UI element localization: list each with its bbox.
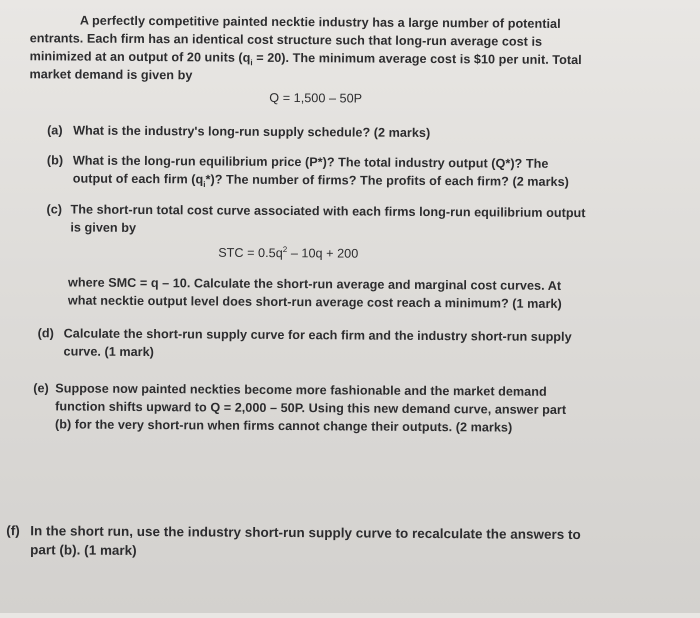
intro-line-2: entrants. Each firm has an identical cost structure such that long-run average cost is: [29, 31, 543, 49]
intro-line-4: market demand is given by: [29, 67, 193, 83]
question-c-line-3: where SMC = q – 10. Calculate the short-run average and marginal cost curves. At: [67, 275, 562, 293]
cost-equation: STC = $0.5q^2 - 10q + 200$: [218, 244, 359, 261]
question-f-label: (f): [6, 523, 20, 539]
question-f-line-1: In the short run, use the industry short-run supply curve to recalculate the answers to: [30, 523, 581, 543]
question-b-line-1: What is the long-run equilibrium price (P*)? The total industry output (Q*)? The: [72, 153, 549, 171]
question-e-line-3: (b) for the very short-run when firms cannot change their outputs. (2 marks): [54, 417, 513, 435]
question-c-line-4: what necktie output level does short-run average cost reach a minimum? (1 mark): [67, 293, 562, 311]
question-f-line-2: part (b). (1 mark): [30, 542, 137, 558]
question-a-label: (a): [47, 123, 63, 138]
question-d-line-1: Calculate the short-run supply curve for each firm and the industry short-run supply: [63, 326, 572, 344]
question-b-label: (b): [46, 153, 64, 168]
question-c-line-2: is given by: [70, 220, 137, 235]
intro-line-1: A perfectly competitive painted necktie industry has a large number of potential: [79, 13, 561, 31]
intro-line-3: minimized at an output of 20 units $(q_i = 20)$. The minimum average cost is $10 per unit. Total: [29, 49, 582, 68]
question-d-line-2: curve. (1 mark): [63, 344, 154, 360]
question-c-label: (c): [46, 202, 63, 217]
question-c-line-1: The short-run total cost curve associated with each firms long-run equilibrium output: [70, 202, 586, 221]
question-d-label: (d): [37, 326, 54, 341]
question-e-line-1: Suppose now painted neckties become more fashionable and the market demand: [55, 381, 547, 399]
question-e-label: (e): [33, 381, 49, 396]
question-e-line-2: function shifts upward to Q = 2,000 – 50P. Using this new demand curve, answer part: [55, 399, 567, 417]
demand-equation: Q = 1,500 – 50P: [269, 90, 363, 106]
question-b-line-2: output of each firm $(q_i*)$? The number of firms? The profits of each firm? (2 marks): [72, 171, 569, 189]
question-a-line-1: What is the industry's long-run supply schedule? (2 marks): [73, 123, 431, 141]
